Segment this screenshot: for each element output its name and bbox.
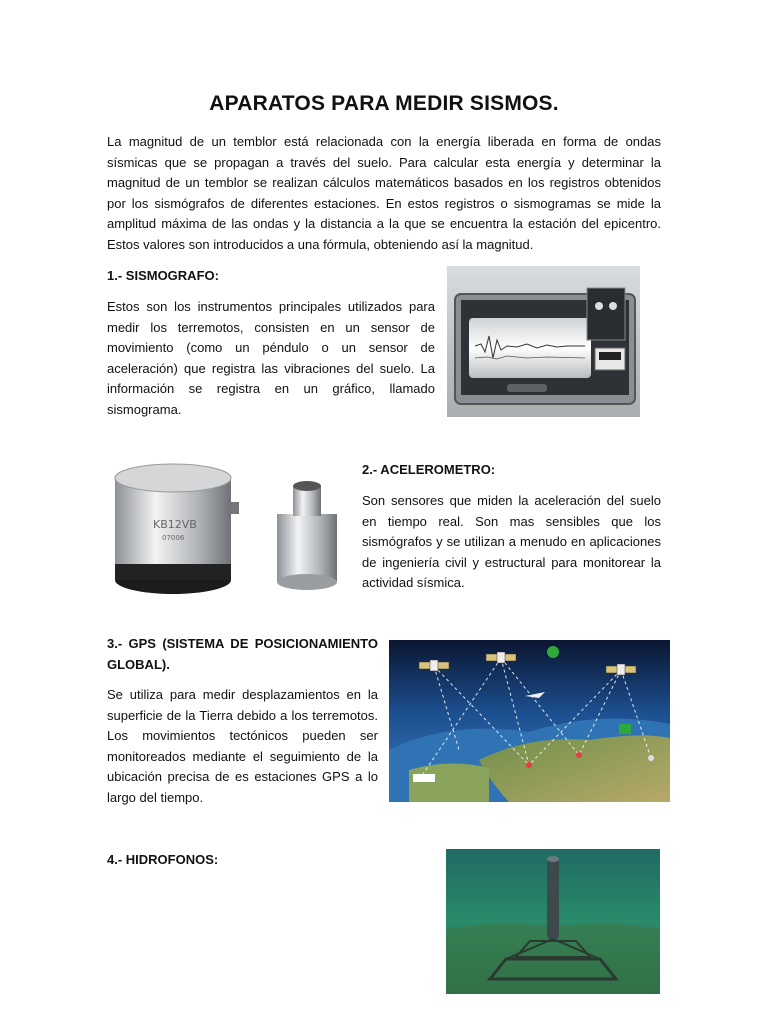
section-heading-gps: 3.- GPS (SISTEMA DE POSICIONAMIENTO GLOBAL). [107,636,378,672]
section-body-sismografo: Estos son los instrumentos principales utilizados para medir los terremotos, consisten en un sensor de movimiento (como un péndulo o un sensor de aceleración) que registra las vibraciones del suelo. La información se registra en un gráfico, llamado sismograma. [107,299,435,417]
section-heading-hidrofonos: 4.- HIDROFONOS: [107,852,219,867]
intro-paragraph: La magnitud de un temblor está relacionada con la energía liberada en forma de ondas sísmicas que se propagan a través del suelo. Para calcular esta energía y determinar la magnitud de un temblor se realizan cálculos matemáticos basados en los registros obtenidos por los sismógrafos de diferentes estaciones. En estos registros o sismogramas se mide la amplitud máxima de las ondas y la distancia a la que se encuentra la estación del epicentro. Estos valores son introducidos a una fórmula, obteniendo así la magnitud. [107,134,661,252]
section-heading-sismografo: 1.- SISMOGRAFO: [107,268,219,283]
gps-satellites-illustration [389,640,670,802]
seismograph-photo [447,266,640,417]
accelerometer-model-label: KB12VB [153,518,197,531]
page-title: APARATOS PARA MEDIR SISMOS. [209,92,559,115]
section-heading-acelerometro: 2.- ACELEROMETRO: [362,462,496,477]
section-body-gps: Se utiliza para medir desplazamientos en la superficie de la Tierra debido a los terremotos. Los movimientos tectónicos pueden ser monitoreados mediante el seguimiento de la ubicación precisa de es estaciones GPS a lo largo del tiempo. [107,687,378,805]
underwater-hydrophone-photo [446,849,660,994]
accelerometer-serial-label: 07006 [162,534,185,542]
accelerometer-photo [107,458,347,603]
section-body-acelerometro: Son sensores que miden la aceleración del suelo en tiempo real. Son mas sensibles que los sismógrafos y se utilizan a menudo en aplicaciones de ingeniería civil y estructural para monitorear la actividad sísmica. [362,493,661,590]
